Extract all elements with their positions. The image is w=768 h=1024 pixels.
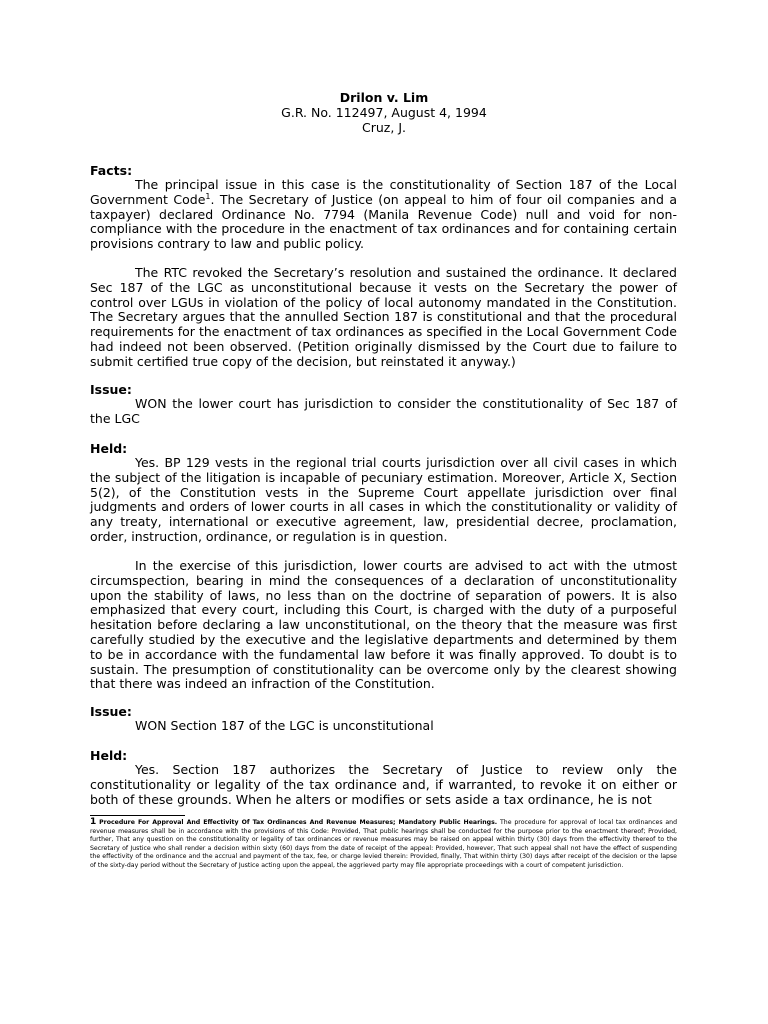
facts-paragraph-1: [90, 178, 677, 252]
issue-2-heading: Issue:: [90, 704, 132, 719]
facts-heading: Facts:: [90, 163, 133, 178]
issue-1-text: WON the lower court has jurisdiction to consider the constitutionality of Sec 187 of the LGC: [90, 396, 677, 426]
held-2-heading: Held:: [90, 748, 128, 763]
footnote-reference-1[interactable]: 1: [205, 191, 211, 201]
issue-1-heading: Issue:: [90, 382, 132, 397]
footnote-title: Procedure For Approval And Effectivity Of Tax Ordinances And Revenue Measures; Mandatory Public Hearings.: [99, 819, 498, 826]
footnote-separator: [90, 815, 185, 816]
case-title: Drilon v. Lim: [339, 90, 429, 105]
footnote-text: The procedure for approval of local tax ordinances and revenue measures shall be in accordance with the provisions of this Code: Provided, That public hearings shall be conducted for the purpose prior to the enactment thereof; Provided, further, That any question on the constitutionality or legality of tax ordinances or revenue measures may be raised on appeal within thirty (30) days from the effectivity thereof to the Secretary of Justice who shall render a decision within sixty (60) days from the date of receipt of the appeal: Provided, however, That such appeal shall not have the effect of suspending the effectivity of the ordinance and the accrual and payment of the tax, fee, or charge levied therein: Provided, finally, That within thirty (30) days after receipt of the decision or the lapse of the sixty-day period without the Secretary of Justice acting upon the appeal, the aggrieved party may file appropriate proceedings with a court of competent jurisdiction.: [90, 819, 678, 869]
facts-paragraph-2: The RTC revoked the Secretary’s resolution and sustained the ordinance. It declared Sec 187 of the LGC as unconstitutional because it vests on the Secretary the power of control over LGUs in violation of the policy of local autonomy mandated in the Constitution. The Secretary argues that the annulled Section 187 is constitutional and that the procedural requirements for the enactment of tax ordinances as specified in the Local Government Code had indeed not been observed. (Petition originally dismissed by the Court due to failure to submit certified true copy of the decision, but reinstated it anyway.): [90, 265, 677, 369]
held-2-paragraph-1: Yes. Section 187 authorizes the Secretary of Justice to review only the constitutionality or legality of the tax ordinance and, if warranted, to revoke it on either or both of these grounds. When he alters or modifies or sets aside a tax ordinance, he is not: [90, 762, 677, 807]
held-1-paragraph-2: In the exercise of this jurisdiction, lower courts are advised to act with the utmost circumspection, bearing in mind the consequences of a declaration of unconstitutionality upon the stability of laws, no less than on the doctrine of separation of powers. It is also emphasized that every court, including this Court, is charged with the duty of a purposeful hesitation before declaring a law unconstitutional, on the theory that the measure was first carefully studied by the executive and the legislative departments and determined by them to be in accordance with the fundamental law before it was finally approved. To doubt is to sustain. The presumption of constitutionality can be overcome only by the clearest showing that there was indeed an infraction of the Constitution.: [90, 558, 677, 692]
facts-paragraph-1-part-a: The principal issue in this case is the constitutionality of Section 187 of the Local Government Code: [90, 177, 677, 207]
footnote-1: [90, 818, 677, 871]
case-citation: G.R. No. 112497, August 4, 1994: [281, 105, 487, 120]
case-ponente: Cruz, J.: [362, 120, 406, 135]
footnote-mark: 1: [90, 817, 97, 827]
issue-2-text: WON Section 187 of the LGC is unconstitutional: [135, 718, 434, 733]
facts-paragraph-1-part-b: . The Secretary of Justice (on appeal to him of four oil companies and a taxpayer) declared Ordinance No. 7794 (Manila Revenue Code) null and void for non-compliance with the procedure in the enactment of tax ordinances and for containing certain provisions contrary to law and public policy.: [90, 191, 677, 252]
held-1-paragraph-1: Yes. BP 129 vests in the regional trial courts jurisdiction over all civil cases in which the subject of the litigation is incapable of pecuniary estimation. Moreover, Article X, Section 5(2), of the Constitution vests in the Supreme Court appellate jurisdiction over final judgments and orders of lower courts in all cases in which the constitutionality or validity of any treaty, international or executive agreement, law, presidential decree, proclamation, order, instruction, ordinance, or regulation is in question.: [90, 455, 677, 544]
held-1-heading: Held:: [90, 441, 128, 456]
